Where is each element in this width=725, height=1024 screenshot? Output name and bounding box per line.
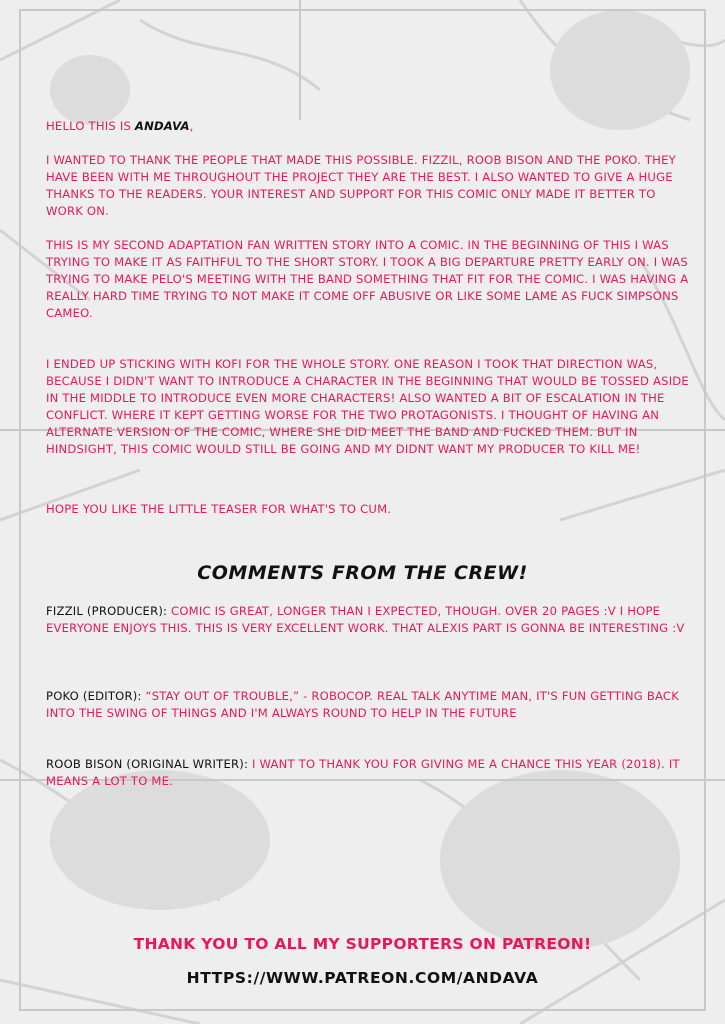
- comment-author: FIZZIL (PRODUCER):: [46, 604, 172, 618]
- comment-text: “STAY OUT OF TROUBLE,” - ROBOCOP. REAL TALK ANYTIME MAN, IT'S FUN GETTING BACK INTO THE SWING OF THINGS AND I'M ALWAYS ROUND TO HELP IN THE FUTURE: [46, 689, 680, 720]
- greeting-suffix: ,: [189, 119, 194, 133]
- comment-text: I WANT TO THANK YOU FOR GIVING ME A CHANCE THIS YEAR (2018). IT MEANS A LOT TO ME.: [46, 757, 680, 788]
- patreon-thanks: THANK YOU TO ALL MY SUPPORTERS ON PATREON!: [133, 935, 592, 953]
- greeting: [46, 118, 696, 135]
- comment-author: ROOB BISON (ORIGINAL WRITER):: [46, 757, 252, 771]
- comment-editor: [46, 688, 696, 722]
- crew-comments-title: COMMENTS FROM THE CREW!: [197, 562, 528, 584]
- comment-author: POKO (EDITOR):: [46, 689, 146, 703]
- comment-writer: [46, 756, 696, 790]
- paragraph-thanks: I WANTED TO THANK THE PEOPLE THAT MADE THIS POSSIBLE. FIZZIL, ROOB BISON AND THE POKO. THEY HAVE BEEN WITH ME THROUGHOUT THE PROJECT THEY ARE THE BEST. I ALSO WANTED TO GIVE A HUGE THANKS TO THE READERS. YOUR INTEREST AND SUPPORT FOR THIS COMIC ONLY MADE IT BETTER TO WORK ON.: [46, 153, 676, 218]
- greeting-prefix: HELLO THIS IS: [46, 119, 135, 133]
- patreon-link[interactable]: HTTPS://WWW.PATREON.COM/ANDAVA: [186, 969, 539, 987]
- paragraph-adaptation: THIS IS MY SECOND ADAPTATION FAN WRITTEN STORY INTO A COMIC. IN THE BEGINNING OF THIS I WAS TRYING TO MAKE IT AS FAITHFUL TO THE SHORT STORY. I TOOK A BIG DEPARTURE PRETTY EARLY ON. I WAS TRYING TO MAKE PELO'S MEETING WITH THE BAND SOMETHING THAT FIT FOR THE COMIC. I WAS HAVING A REALLY HARD TIME TRYING TO NOT MAKE IT COME OFF ABUSIVE OR LIKE SOME LAME AS FUCK SIMPSONS CAMEO.: [46, 238, 689, 320]
- author-name: ANDAVA: [134, 119, 190, 133]
- comment-text: COMIC IS GREAT, LONGER THAN I EXPECTED, THOUGH. OVER 20 PAGES :V I HOPE EVERYONE ENJOYS THIS. THIS IS VERY EXCELLENT WORK. THAT ALEXIS PART IS GONNA BE INTERESTING :V: [46, 604, 685, 635]
- paragraph-teaser: HOPE YOU LIKE THE LITTLE TEASER FOR WHAT'S TO CUM.: [46, 502, 392, 516]
- comment-producer: [46, 603, 696, 637]
- paragraph-story: I ENDED UP STICKING WITH KOFI FOR THE WHOLE STORY. ONE REASON I TOOK THAT DIRECTION WAS, BECAUSE I DIDN'T WANT TO INTRODUCE A CHARACTER IN THE BEGINNING THAT WOULD BE TOSSED ASIDE IN THE MIDDLE TO INTRODUCE EVEN MORE CHARACTERS! ALSO WANTED A BIT OF ESCALATION IN THE CONFLICT. WHERE IT KEPT GETTING WORSE FOR THE TWO PROTAGONISTS. I THOUGHT OF HAVING AN ALTERNATE VERSION OF THE COMIC, WHERE SHE DID MEET THE BAND AND FUCKED THEM. BUT IN HINDSIGHT, THIS COMIC WOULD STILL BE GOING AND MY DIDNT WANT MY PRODUCER TO KILL ME!: [46, 357, 689, 456]
